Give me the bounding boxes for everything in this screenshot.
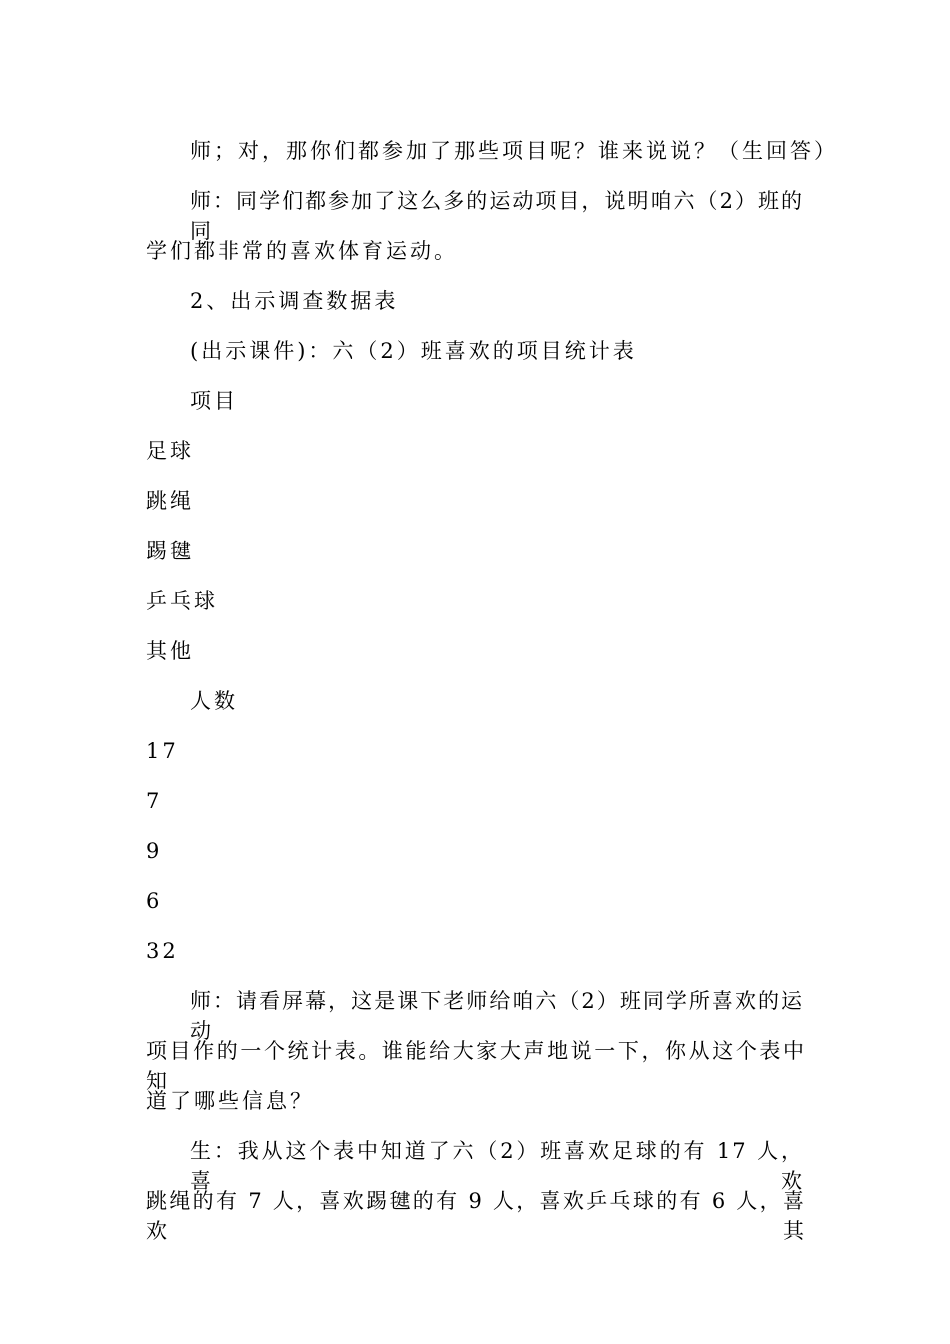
table-count: 9 xyxy=(146,839,163,863)
paragraph-teacher-question: 师；对，那你们都参加了那些项目呢？谁来说说？（生回答） xyxy=(190,139,838,163)
paragraph-teacher-prompt-line3: 道了哪些信息？ xyxy=(146,1089,314,1113)
paragraph-teacher-prompt-line2: 项目作的一个统计表。谁能给大家大声地说一下，你从这个表中知 xyxy=(146,1039,806,1093)
table-item: 跳绳 xyxy=(146,489,194,513)
courseware-caption: (出示课件)：六（2）班喜欢的项目统计表 xyxy=(190,339,637,363)
table-item: 足球 xyxy=(146,439,194,463)
table-item: 其他 xyxy=(146,639,194,663)
section-heading: 2、出示调查数据表 xyxy=(190,289,399,313)
table-item: 乒乓球 xyxy=(146,589,218,613)
paragraph-teacher-prompt-line1: 师：请看屏幕，这是课下老师给咱六（2）班同学所喜欢的运动 xyxy=(190,989,804,1043)
paragraph-student-answer-line1: 生：我从这个表中知道了六（2）班喜欢足球的有 17 人，喜欢 xyxy=(190,1139,804,1193)
table-count: 7 xyxy=(146,789,163,813)
table-header-count: 人数 xyxy=(190,689,238,713)
table-count: 32 xyxy=(146,939,179,963)
table-count: 6 xyxy=(146,889,163,913)
table-count: 17 xyxy=(146,739,179,763)
paragraph-student-answer-line2: 跳绳的有 7 人，喜欢踢毽的有 9 人，喜欢乒乓球的有 6 人，喜欢其 xyxy=(146,1189,806,1243)
paragraph-teacher-comment-line1: 师：同学们都参加了这么多的运动项目，说明咱六（2）班的同 xyxy=(190,189,804,243)
table-header-item: 项目 xyxy=(190,389,238,413)
paragraph-teacher-comment-line2: 学们都非常的喜欢体育运动。 xyxy=(146,239,458,263)
table-item: 踢毽 xyxy=(146,539,194,563)
